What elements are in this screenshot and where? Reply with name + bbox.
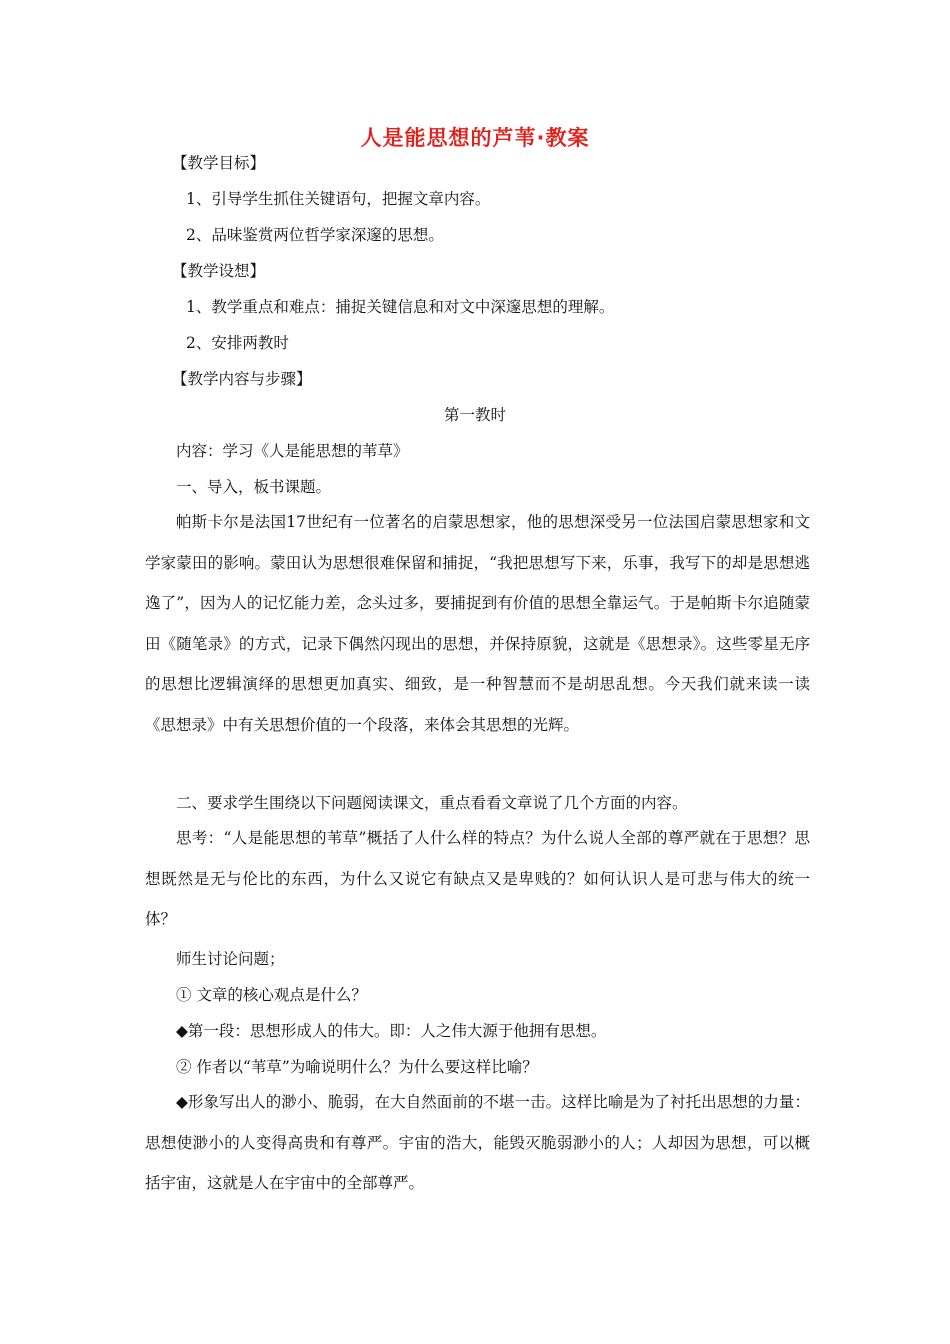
goal-item-2: 2、品味鉴赏两位哲学家深邃的思想。 — [186, 226, 444, 244]
page-title: 人是能思想的芦苇·教案 — [360, 126, 590, 150]
step-1: 一、导入，板书课题。 — [176, 478, 332, 496]
teaching-goals-heading: 【教学目标】 — [172, 154, 266, 172]
design-item-2: 2、安排两教时 — [186, 334, 289, 352]
think-paragraph: 思考：“人是能思想的苇草”概括了人什么样的特点？为什么说人全部的尊严就在于思想？思想既然是无与伦比的东西，为什么又说它有缺点又是卑贱的？如何认识人是可悲与伟大的统一体？ — [145, 829, 810, 928]
step-2: 二、要求学生围绕以下问题阅读课文，重点看看文章说了几个方面的内容。 — [176, 794, 688, 812]
goal-item-1: 1、引导学生抓住关键语句，把握文章内容。 — [186, 190, 491, 208]
question-2: ② 作者以“苇草”为喻说明什么？为什么要这样比喻？ — [176, 1058, 538, 1076]
lesson-title: 第一教时 — [443, 406, 506, 424]
question-1: ① 文章的核心观点是什么？ — [176, 986, 367, 1004]
teaching-design-heading: 【教学设想】 — [172, 262, 266, 280]
discussion-line: 师生讨论问题； — [176, 950, 285, 968]
intro-paragraph: 帕斯卡尔是法国17世纪有一位著名的启蒙思想家，他的思想深受另一位法国启蒙思想家和文学家蒙田的影响。蒙田认为思想很难保留和捕捉，“我把思想写下来，乐事，我写下的却是思想逃逸了”，因为人的记忆能力差，念头过多，要捕捉到有价值的思想全靠运气。于是帕斯卡尔追随蒙田《随笔录》的方式，记录下偶然闪现出的思想，并保持原貌，这就是《思想录》。这些零星无序的思想比逻辑演绎的思想更加真实、细致，是一种智慧而不是胡思乱想。今天我们就来读一读《思想录》中有关思想价值的一个段落，来体会其思想的光辉。 — [145, 513, 810, 734]
answer-1: ◆第一段：思想形成人的伟大。即：人之伟大源于他拥有思想。 — [176, 1022, 607, 1040]
answer-2-paragraph: ◆形象写出人的渺小、脆弱，在大自然面前的不堪一击。这样比喻是为了衬托出思想的力量：思想使渺小的人变得高贵和有尊严。宇宙的浩大，能毁灭脆弱渺小的人；人却因为思想，可以概括宇宙，这就是人在宇宙中的全部尊严。 — [145, 1093, 810, 1192]
teaching-steps-heading: 【教学内容与步骤】 — [172, 370, 312, 388]
content-line: 内容：学习《人是能思想的苇草》 — [176, 442, 409, 460]
design-item-1: 1、教学重点和难点：捕捉关键信息和对文中深邃思想的理解。 — [186, 298, 615, 316]
